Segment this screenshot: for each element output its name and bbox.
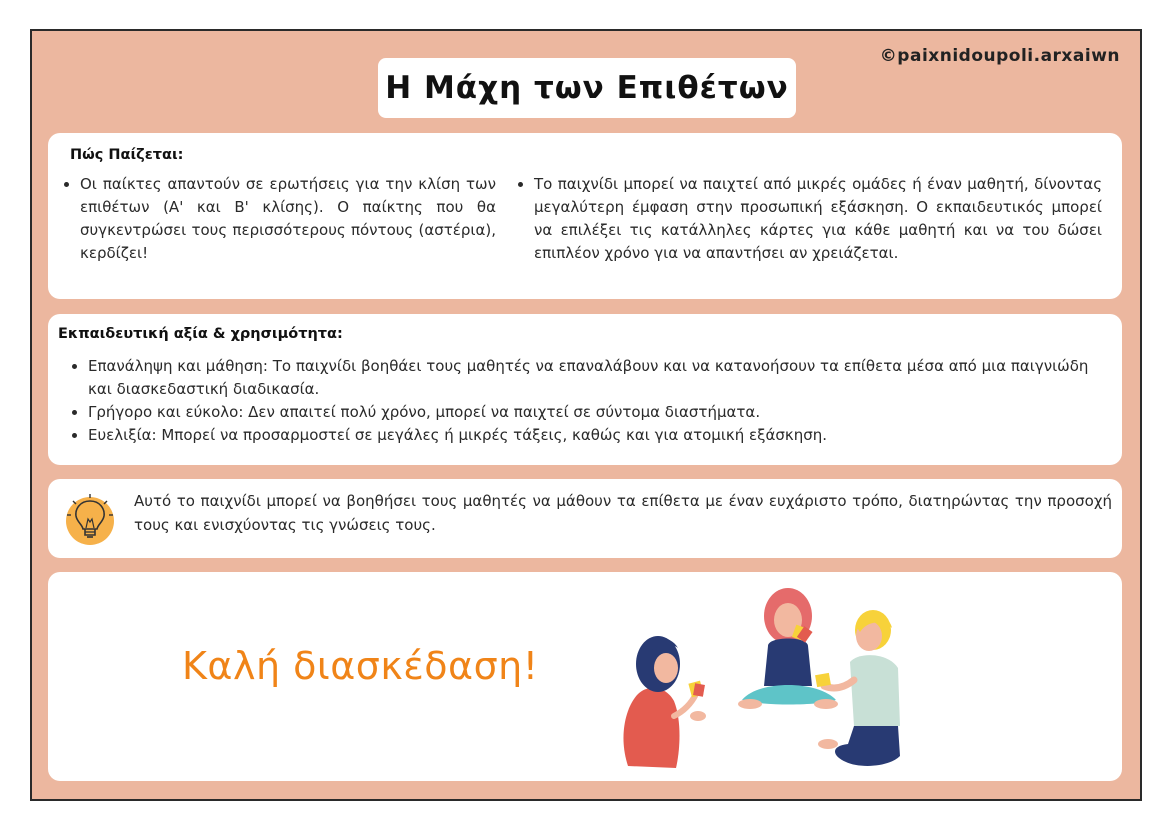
- educational-value-heading: Εκπαιδευτική αξία & χρησιμότητα:: [58, 326, 343, 342]
- closing-text: Καλή διασκέδαση!: [182, 644, 539, 688]
- list-item: • Οι παίκτες απαντούν σε ερωτήσεις για την κλίση των επιθέτων (Α' και Β' κλίσης). Ο παίκτης που θα συγκεντρώσει τους περισσότερους πόντους (αστέρια), κερδίζει!: [80, 173, 496, 265]
- how-to-play-card: [48, 133, 1122, 299]
- how-to-play-left-list: [60, 173, 496, 265]
- children-playing-cards-illustration: [618, 576, 908, 776]
- girl-left-figure: [623, 636, 706, 768]
- how-to-play-left-column: [60, 173, 496, 265]
- educational-value-list: [68, 355, 1114, 447]
- copyright-text: ©paixnidoupoli.arxaiwn: [879, 46, 1120, 66]
- lightbulb-icon: [62, 491, 118, 547]
- list-item: • Ευελιξία: Μπορεί να προσαρμοστεί σε μεγάλες ή μικρές τάξεις, καθώς και για ατομική εξάσκηση.: [88, 424, 1114, 447]
- how-to-play-right-list: [514, 173, 1102, 265]
- poster-frame: [30, 29, 1142, 801]
- list-item: • Γρήγορο και εύκολο: Δεν απαιτεί πολύ χρόνο, μπορεί να παιχτεί σε σύντομα διαστήματα.: [88, 401, 1114, 424]
- girl-middle-figure: [738, 588, 838, 709]
- how-to-play-heading: Πώς Παίζεται:: [70, 147, 184, 163]
- list-item: • Το παιχνίδι μπορεί να παιχτεί από μικρές ομάδες ή έναν μαθητή, δίνοντας μεγαλύτερη έμφαση στην προσωπική εξάσκηση. Ο εκπαιδευτικός μπορεί να επιλέξει τις κατάλληλες κάρτες για κάθε μαθητή και να του δώσει επιπλέον χρόνο για να απαντήσει αν χρειάζεται.: [534, 173, 1102, 265]
- educational-value-card: [48, 314, 1122, 465]
- tip-card: [48, 479, 1122, 558]
- tip-text: Αυτό το παιχνίδι μπορεί να βοηθήσει τους μαθητές να μάθουν τα επίθετα με έναν ευχάριστο τρόπο, διατηρώντας την προσοχή τους και ενισχύοντας τις γνώσεις τους.: [134, 492, 1112, 534]
- how-to-play-right-column: [514, 173, 1102, 265]
- list-item: • Επανάληψη και μάθηση: Το παιχνίδι βοηθάει τους μαθητές να επαναλάβουν και να κατανοήσουν τα επίθετα μέσα από μια παιγνιώδη και διασκεδαστική διαδικασία.: [88, 355, 1114, 401]
- title-box: [378, 58, 796, 118]
- page-title: Η Μάχη των Επιθέτων: [385, 70, 789, 106]
- closing-card: [48, 572, 1122, 781]
- boy-right-figure: [815, 610, 900, 766]
